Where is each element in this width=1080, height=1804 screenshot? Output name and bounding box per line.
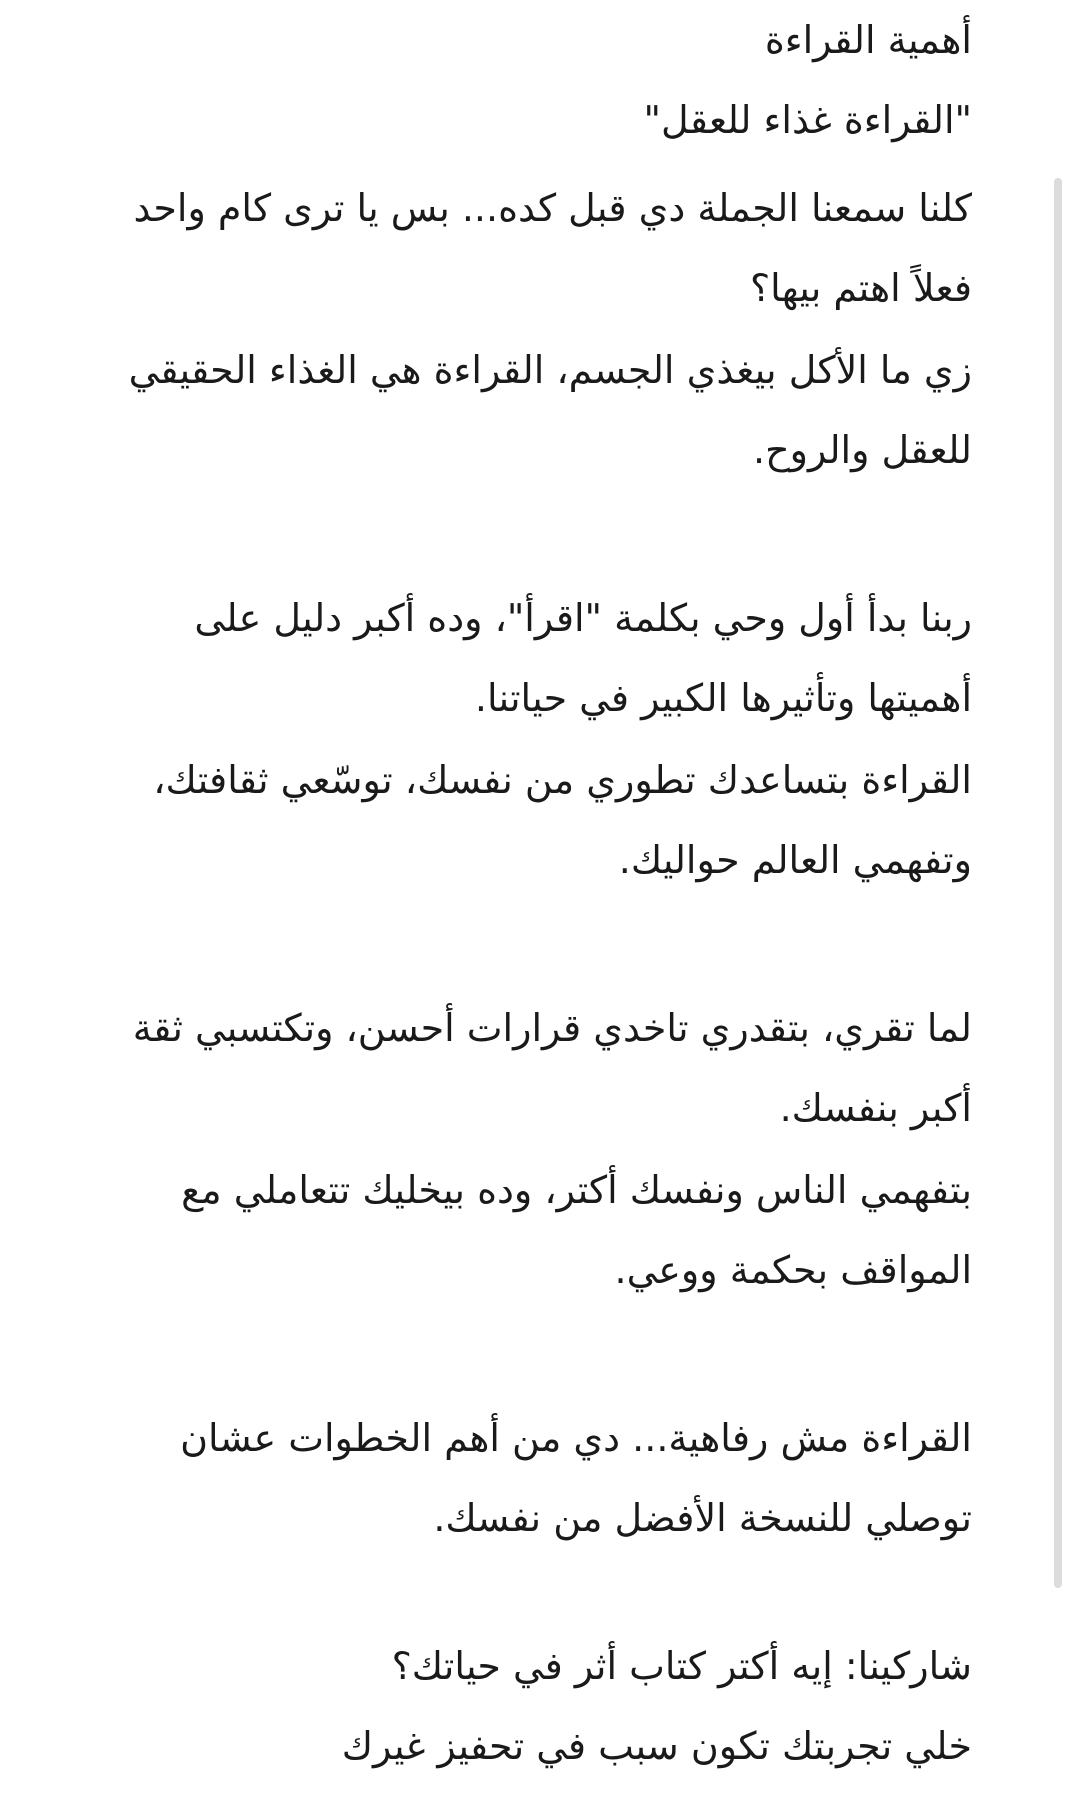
post-body (72, 0, 972, 1804)
text-line: وتفهمي العالم حواليك. (618, 838, 972, 882)
text-line: كلنا سمعنا الجملة دي قبل كده... بس يا ترى كام واحد (133, 186, 972, 230)
post-title: أهمية القراءة (764, 18, 972, 62)
vertical-scrollbar[interactable] (1054, 178, 1062, 1588)
text-line: المواقف بحكمة ووعي. (614, 1248, 972, 1292)
text-line: أهميتها وتأثيرها الكبير في حياتنا. (474, 676, 972, 720)
text-line: فعلاً اهتم بيها؟ (750, 266, 972, 310)
text-line: القراءة بتساعدك تطوري من نفسك، توسّعي ثقافتك، (153, 758, 972, 802)
text-line: توصلي للنسخة الأفضل من نفسك. (433, 1496, 972, 1540)
text-line: خلي تجربتك تكون سبب في تحفيز غيرك (341, 1724, 972, 1768)
text-line: أكبر بنفسك. (779, 1086, 972, 1130)
text-line: ربنا بدأ أول وحي بكلمة "اقرأ"، وده أكبر دليل على (194, 596, 972, 640)
text-line: شاركينا: إيه أكتر كتاب أثر في حياتك؟ (391, 1644, 972, 1688)
text-line: لما تقري، بتقدري تاخدي قرارات أحسن، وتكتسبي ثقة (132, 1006, 972, 1050)
text-line: للعقل والروح. (753, 428, 972, 472)
text-line: زي ما الأكل بيغذي الجسم، القراءة هي الغذاء الحقيقي (128, 348, 972, 392)
text-line: القراءة مش رفاهية... دي من أهم الخطوات عشان (180, 1416, 972, 1460)
text-line: "القراءة غذاء للعقل" (643, 98, 972, 142)
text-line: بتفهمي الناس ونفسك أكتر، وده بيخليك تتعاملي مع (181, 1168, 972, 1212)
